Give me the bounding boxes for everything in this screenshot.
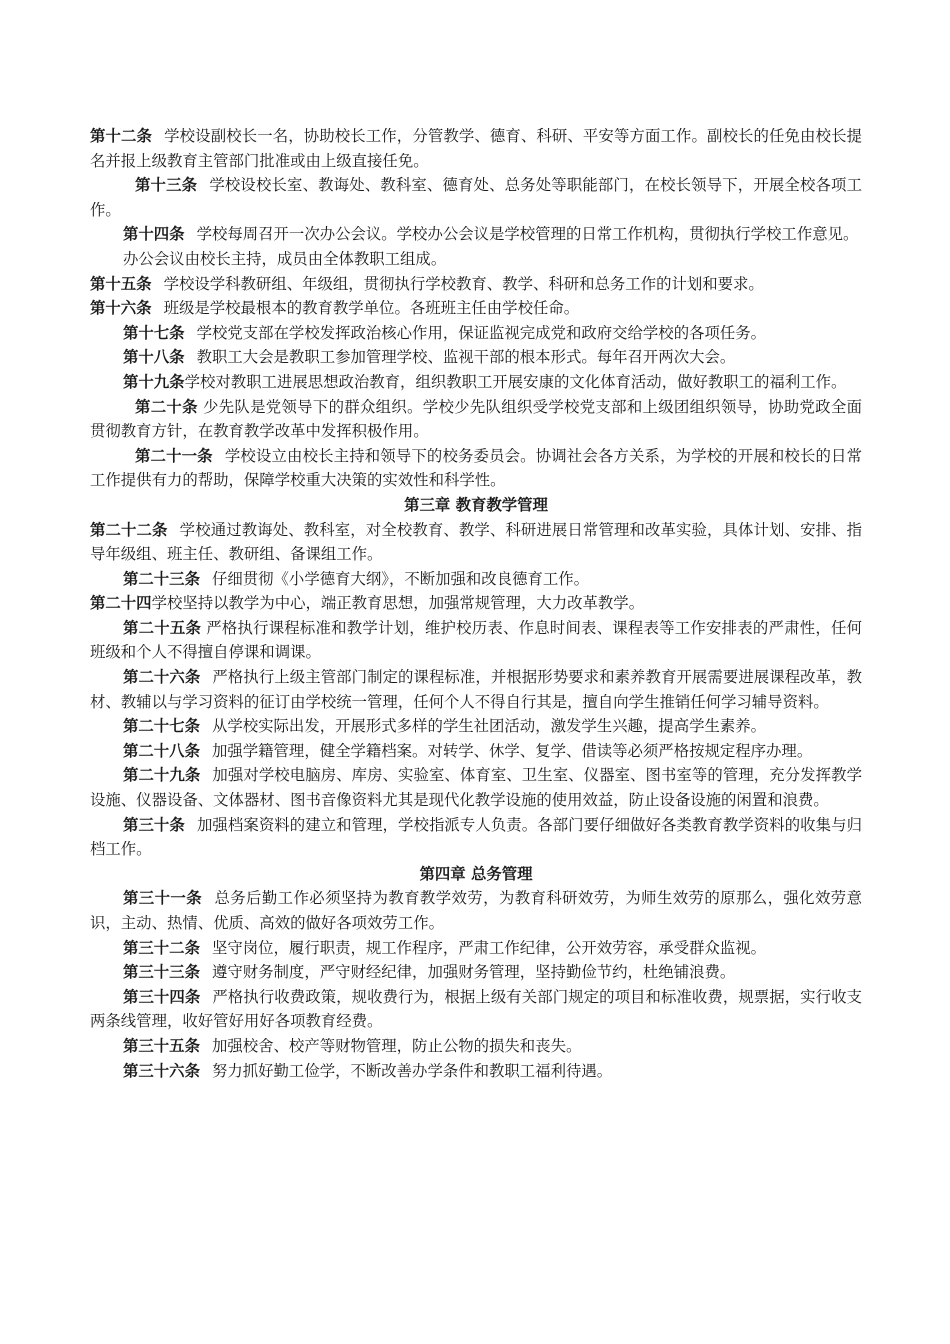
article-label: 第十五条: [90, 274, 152, 293]
article-label: 第二十三条: [123, 569, 200, 588]
article-text: 教职工大会是教职工参加管理学校、监视干部的根本形式。每年召开两次大会。: [196, 348, 736, 367]
article-31: [90, 886, 862, 935]
article-text: 坚守岗位，履行职责，规工作程序，严肃工作纪律，公开效劳容，承受群众监视。: [211, 938, 767, 957]
article-17: [90, 321, 862, 346]
article-text: 严格执行课程标准和教学计划，维护校历表、作息时间表、课程表等工作安排表的严肃性，任何班级和个人不得擅自停课和调课。: [90, 618, 862, 662]
article-22: [90, 518, 862, 567]
article-27: [90, 714, 862, 739]
article-15: [90, 272, 862, 297]
chapter-heading: 第三章 教育教学管理: [404, 495, 548, 514]
article-text: 严格执行上级主管部门制定的课程标准，并根据形势要求和素养教育开展需要进展课程改革，教材、教辅以与学习资料的征订由学校统一管理，任何个人不得自行其是，擅自向学生推销任何学习辅导资料。: [90, 668, 862, 711]
article-18: [90, 345, 862, 370]
article-28: [90, 739, 862, 764]
article-label: 第十九条: [123, 372, 185, 391]
article-13: [90, 173, 862, 222]
article-label: 第二十九条: [123, 766, 201, 785]
article-16: [90, 296, 862, 321]
article-text: 遵守财务制度，严守财经纪律，加强财务管理，坚持勤俭节约，杜绝铺浪费。: [211, 963, 736, 982]
article-label: 第十八条: [123, 348, 185, 367]
article-text: 办公会议由校长主持，成员由全体教职工组成。: [123, 249, 447, 268]
article-text: 学校每周召开一次办公会议。学校办公会议是学校管理的日常工作机构，贯彻执行学校工作意见。: [196, 225, 859, 244]
article-label: 第十七条: [123, 323, 185, 342]
article-label: 第三十五条: [123, 1036, 200, 1055]
article-text: 学校党支部在学校发挥政治核心作用，保证监视完成党和政府交给学校的各项任务。: [196, 323, 767, 342]
article-text: 学校通过教诲处、教科室，对全校教育、教学、科研进展日常管理和改革实验，具体计划、安排、指导年级组、班主任、教研组、备课组工作。: [90, 520, 862, 564]
article-text: 少先队是党领导下的群众组织。学校少先队组织受学校党支部和上级团组织领导，协助党政全面贯彻教育方针，在教育教学改革中发挥积极作用。: [90, 397, 862, 441]
article-26: [90, 665, 862, 714]
article-text: 学校设校长室、教诲处、教科室、德育处、总务处等职能部门，在校长领导下，开展全校各项工作。: [90, 176, 862, 219]
article-29: [90, 763, 862, 812]
article-text: 从学校实际出发，开展形式多样的学生社团活动，激发学生兴趣，提高学生素养。: [211, 717, 767, 736]
article-text: 学校设学科教研组、年级组，贯彻执行学校教育、教学、科研和总务工作的计划和要求。: [163, 274, 764, 293]
article-24: [90, 591, 862, 616]
article-23: [90, 567, 862, 592]
article-label: 第三十一条: [123, 889, 203, 908]
article-label: 第二十五条: [123, 618, 202, 637]
article-label: 第十六条: [90, 299, 152, 318]
article-21: [90, 444, 862, 493]
article-label: 第二十二条: [90, 520, 168, 539]
article-label: 第二十八条: [123, 741, 200, 760]
article-text: 严格执行收费政策，规收费行为，根据上级有关部门规定的项目和标准收费，规票据，实行收支两条线管理，收好管好用好各项教育经费。: [90, 987, 862, 1031]
article-text: 班级是学校最根本的教育教学单位。各班班主任由学校任命。: [163, 299, 580, 318]
article-14-cont: [90, 247, 862, 272]
article-33: [90, 960, 862, 985]
chapter-heading: 第四章 总务管理: [419, 864, 533, 883]
article-text: 加强档案资料的建立和管理，学校指派专人负责。各部门要仔细做好各类教育教学资料的收集与归档工作。: [90, 815, 862, 859]
article-text: 学校设副校长一名，协助校长工作，分管教学、德育、科研、平安等方面工作。副校长的任免由校长提名并报上级教育主管部门批准或由上级直接任免。: [90, 127, 862, 170]
article-20: [90, 395, 862, 444]
article-text: 加强校舍、校产等财物管理，防止公物的损失和丧失。: [211, 1036, 582, 1055]
article-text: 学校坚持以教学为中心，端正教育思想，加强常规管理，大力改革教学。: [151, 594, 645, 613]
article-text: 仔细贯彻《小学德育大纲》，不断加强和改良德育工作。: [211, 569, 590, 588]
article-19: [90, 370, 862, 395]
article-text: 总务后勤工作必须坚持为教育教学效劳，为教育科研效劳，为师生效劳的原那么，强化效劳意识，主动、热情、优质、高效的做好各项效劳工作。: [90, 889, 862, 932]
article-label: 第十二条: [90, 127, 153, 145]
article-12: [90, 124, 862, 173]
article-34: [90, 985, 862, 1034]
article-label: 第十三条: [135, 176, 198, 195]
document-body: [90, 124, 862, 1083]
article-label: 第二十一条: [135, 446, 213, 465]
article-14: [90, 222, 862, 247]
article-text: 学校对教职工进展思想政治教育，组织教职工开展安康的文化体育活动，做好教职工的福利工作。: [184, 372, 847, 391]
article-label: 第三十四条: [123, 987, 201, 1006]
article-30: [90, 813, 862, 862]
article-text: 加强对学校电脑房、库房、实验室、体育室、卫生室、仪器室、图书室等的管理，充分发挥教学设施、仪器设备、文体器材、图书音像资料尤其是现代化教学设施的使用效益，防止设备设施的闲置和浪费。: [90, 766, 862, 810]
article-label: 第二十六条: [123, 668, 201, 687]
article-36: [90, 1059, 862, 1084]
article-text: 学校设立由校长主持和领导下的校务委员会。协调社会各方关系，为学校的开展和校长的日常工作提供有力的帮助，保障学校重大决策的实效性和科学性。: [90, 446, 862, 490]
article-label: 第二十四: [90, 594, 152, 613]
article-text: 加强学籍管理，健全学籍档案。对转学、休学、复学、借读等必须严格按规定程序办理。: [211, 741, 813, 760]
article-25: [90, 616, 862, 665]
article-label: 第十四条: [123, 225, 185, 244]
article-32: [90, 936, 862, 961]
article-label: 第二十条: [135, 397, 198, 416]
article-label: 第三十二条: [123, 938, 200, 957]
article-label: 第三十六条: [123, 1061, 200, 1080]
article-label: 第二十七条: [123, 717, 200, 736]
article-35: [90, 1034, 862, 1059]
article-label: 第三十条: [123, 815, 185, 834]
article-label: 第三十三条: [123, 963, 200, 982]
article-text: 努力抓好勤工俭学，不断改善办学条件和教职工福利待遇。: [211, 1061, 613, 1080]
